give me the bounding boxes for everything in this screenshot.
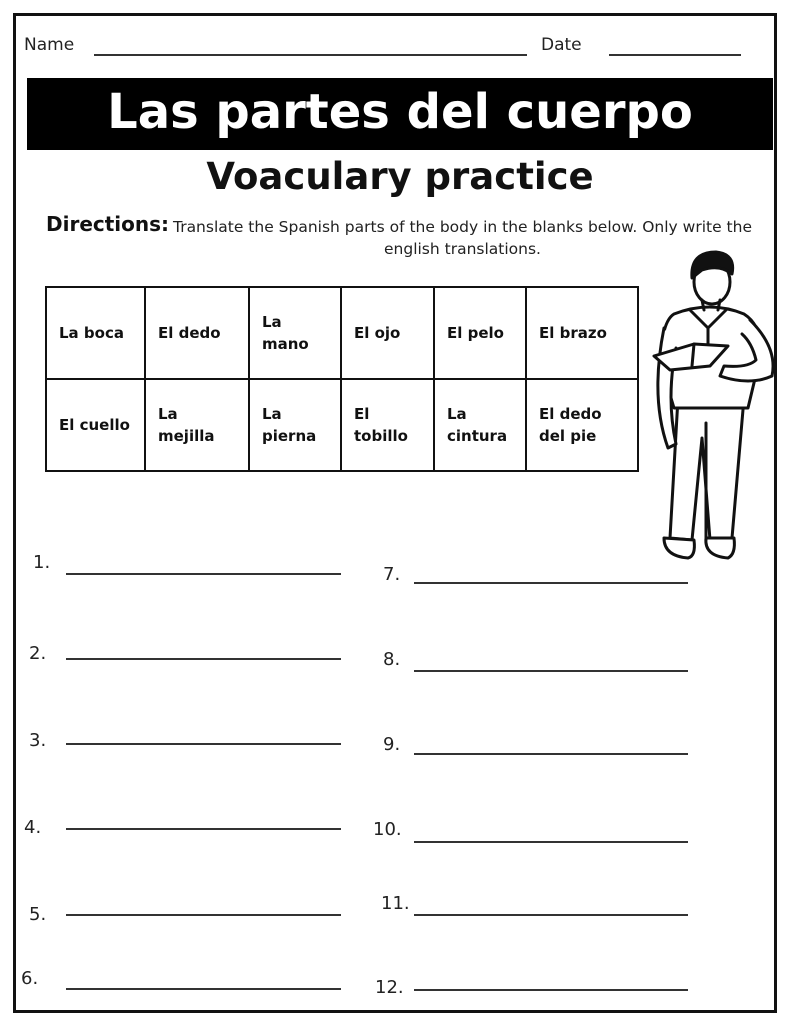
answer-line[interactable] [414,753,688,755]
answer-line[interactable] [414,841,688,843]
vocab-cell: El pelo [434,287,526,379]
date-label: Date [541,35,582,55]
directions-text: Translate the Spanish parts of the body in the blanks below. Only write the english translations. [173,218,752,258]
boy-reading-icon [640,248,780,563]
page-subtitle: Voaculary practice [206,155,594,198]
vocab-row [46,379,638,471]
answer-number: 9. [383,734,401,755]
vocab-cell: El cuello [46,379,145,471]
answer-number: 12. [375,977,404,998]
vocab-cell: La boca [46,287,145,379]
date-line[interactable] [609,54,741,56]
name-label: Name [24,35,75,55]
vocab-table [45,286,639,472]
answer-line[interactable] [414,914,688,916]
answer-number: 8. [383,649,401,670]
answer-line[interactable] [414,989,688,991]
answer-line[interactable] [414,582,688,584]
answer-line[interactable] [66,658,341,660]
answer-number: 5. [29,904,47,925]
vocab-cell: El brazo [526,287,638,379]
vocab-cell: La pierna [249,379,341,471]
vocab-row [46,287,638,379]
page-title: Las partes del cuerpo [107,84,693,140]
vocab-cell: El dedo del pie [526,379,638,471]
answer-number: 11. [381,893,410,914]
vocab-cell: La mejilla [145,379,249,471]
answer-line[interactable] [66,914,341,916]
answer-number: 10. [373,819,402,840]
answer-line[interactable] [66,743,341,745]
title-banner [27,78,773,150]
answer-number: 4. [24,817,42,838]
answer-number: 6. [21,968,39,989]
vocab-cell: La mano [249,287,341,379]
vocab-cell: La cintura [434,379,526,471]
directions-label: Directions: [46,212,170,236]
answer-line[interactable] [66,988,341,990]
answer-number: 1. [33,552,51,573]
name-line[interactable] [94,54,527,56]
answer-line[interactable] [66,573,341,575]
answer-line[interactable] [66,828,341,830]
vocab-cell: El ojo [341,287,434,379]
answer-number: 7. [383,564,401,585]
answer-number: 2. [29,643,47,664]
vocab-cell: El dedo [145,287,249,379]
answer-number: 3. [29,730,47,751]
answer-line[interactable] [414,670,688,672]
vocab-cell: El tobillo [341,379,434,471]
